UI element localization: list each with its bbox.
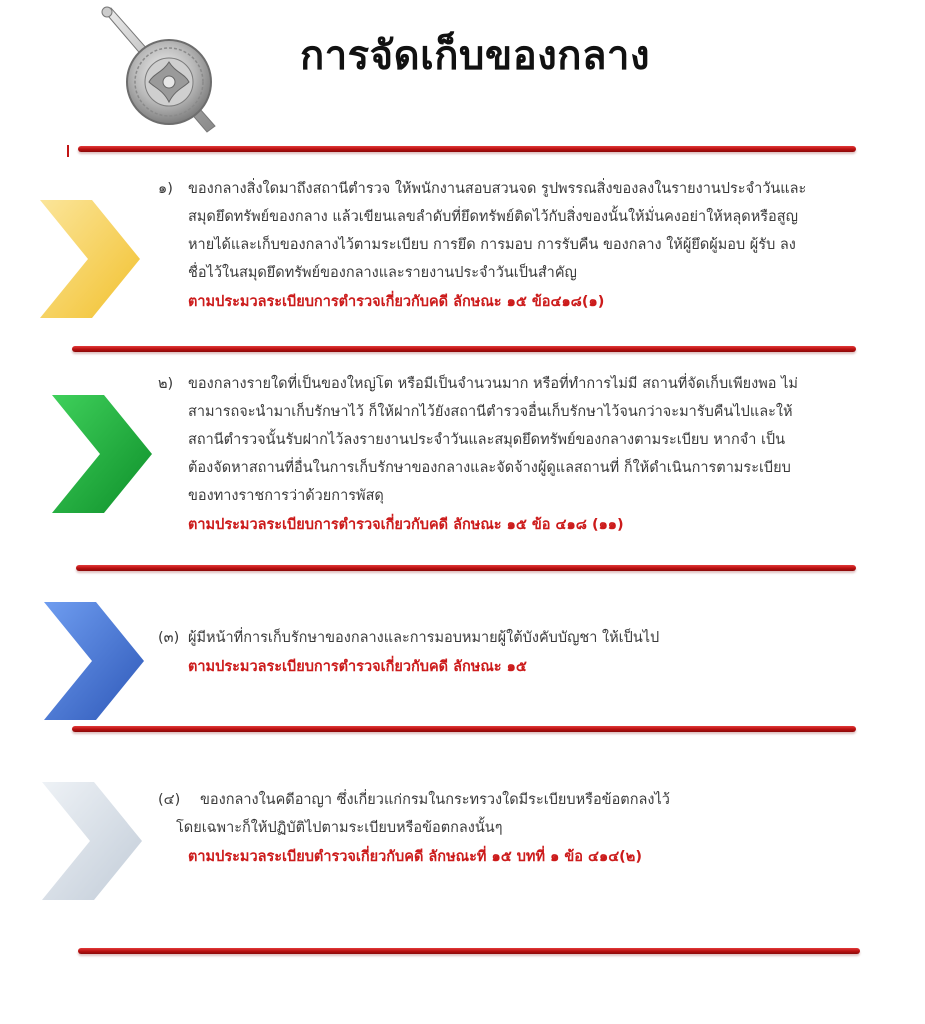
police-emblem-logo <box>95 4 245 154</box>
rule-tick <box>67 145 69 157</box>
item-2-line-5: ของทางราชการว่าด้วยการพัสดุ <box>188 488 384 504</box>
item-1-line-4: ชื่อไว้ในสมุดยึดทรัพย์ของกลางและรายงานประจำวันเป็นสำคัญ <box>188 265 577 281</box>
page-title: การจัดเก็บของกลาง <box>300 33 650 79</box>
chevron-arrow-icon-3 <box>44 602 144 724</box>
item-1-line-2: สมุดยึดทรัพย์ของกลาง แล้วเขียนเลขลำดับที่ยึดทรัพย์ติดไว้กับสิ่งของนั้นให้มั่นคงอย่าให้หลุดหรือสูญ <box>188 209 798 225</box>
divider-2 <box>76 565 856 571</box>
item-4 <box>158 786 838 872</box>
divider-top <box>78 146 856 152</box>
item-2-reference: ตามประมวลระเบียบการตำรวจเกี่ยวกับคดี ลักษณะ ๑๕ ข้อ ๔๑๘ (๑๑) <box>188 517 624 533</box>
item-2-line-4: ต้องจัดหาสถานที่อื่นในการเก็บรักษาของกลางและจัดจ้างผู้ดูแลสถานที่ ก็ให้ดำเนินการตามระเบียบ <box>188 460 791 476</box>
item-2-line-1: ๒) ของกลางรายใดที่เป็นของใหญ่โต หรือมีเป็นจำนวนมาก หรือที่ทำการไม่มี สถานที่จัดเก็บเพียงพอ ไม่ <box>158 370 838 398</box>
item-3-number: (๓) <box>158 630 180 646</box>
divider-3 <box>72 726 856 732</box>
divider-1 <box>72 346 856 352</box>
chevron-arrow-icon-2 <box>52 395 152 517</box>
item-4-number: (๔) <box>158 792 181 808</box>
item-1-line-1: ๑) ของกลางสิ่งใดมาถึงสถานีตำรวจ ให้พนักงานสอบสวนจด รูปพรรณสิ่งของลงในรายงานประจำวันและ <box>158 175 838 203</box>
item-3 <box>158 624 838 682</box>
item-1-reference: ตามประมวลระเบียบการตำรวจเกี่ยวกับคดี ลักษณะ ๑๕ ข้อ๔๑๘(๑) <box>188 294 605 310</box>
item-4-reference: ตามประมวลระเบียบตำรวจเกี่ยวกับคดี ลักษณะที่ ๑๕ บทที่ ๑ ข้อ ๔๑๔(๒) <box>188 849 642 865</box>
item-2-number: ๒) <box>158 376 174 392</box>
item-1-number: ๑) <box>158 181 173 197</box>
item-4-line-1: (๔) ของกลางในคดีอาญา ซึ่งเกี่ยวแก่กรมในกระทรวงใดมีระเบียบหรือข้อตกลงไว้ <box>158 786 838 814</box>
divider-bottom <box>78 948 860 954</box>
item-1 <box>158 175 838 317</box>
chevron-arrow-icon-4 <box>42 782 142 904</box>
item-1-line-3: หายได้และเก็บของกลางไว้ตามระเบียบ การยึด การมอบ การรับคืน ของกลาง ให้ผู้ยึดผู้มอบ ผู้รับ ลง <box>188 237 796 253</box>
item-2-line-2: สามารถจะนำมาเก็บรักษาไว้ ก็ให้ฝากไว้ยังสถานีตำรวจอื่นเก็บรักษาไว้จนกว่าจะมารับคืนไปและให้ <box>188 404 793 420</box>
item-2 <box>158 370 838 540</box>
item-3-reference: ตามประมวลระเบียบการตำรวจเกี่ยวกับคดี ลักษณะ ๑๕ <box>188 659 527 675</box>
item-2-line-3: สถานีตำรวจนั้นรับฝากไว้ลงรายงานประจำวันและสมุดยึดทรัพย์ของกลางตามระเบียบ หากจำ เป็น <box>188 432 786 448</box>
chevron-arrow-icon-1 <box>40 200 140 322</box>
item-3-line-1: (๓) ผู้มีหน้าที่การเก็บรักษาของกลางและการมอบหมายผู้ใต้บังคับบัญชา ให้เป็นไป <box>158 624 838 652</box>
item-4-line-2: โดยเฉพาะก็ให้ปฏิบัติไปตามระเบียบหรือข้อตกลงนั้นๆ <box>176 820 503 836</box>
